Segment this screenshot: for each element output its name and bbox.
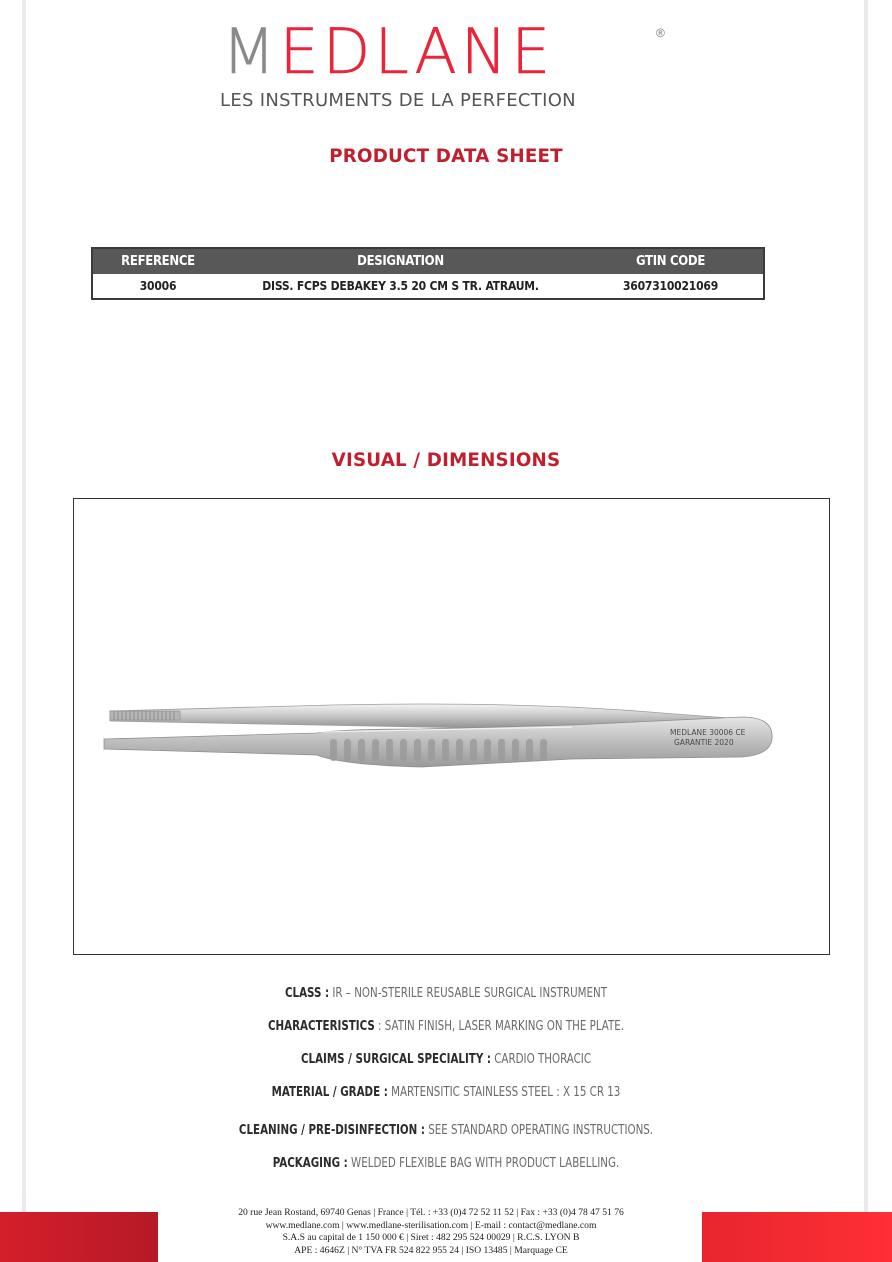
logo-wordmark <box>222 15 652 88</box>
page-frame-left <box>22 0 26 1215</box>
header-gtin: GTIN CODE <box>578 248 764 274</box>
cell-gtin: 3607310021069 <box>622 279 719 293</box>
spec-material: MATERIAL / GRADE : MARTENSITIC STAINLESS STEEL : X 15 CR 13 <box>271 1085 621 1100</box>
medlane-logo <box>220 15 672 112</box>
spec-cleaning: CLEANING / PRE-DISINFECTION : SEE STANDARD OPERATING INSTRUCTIONS. <box>238 1123 654 1138</box>
page-frame-right <box>864 0 868 1215</box>
instrument-marking-line1: MEDLANE 30006 CE <box>670 728 746 737</box>
instrument-marking-line2: GARANTIE 2020 <box>674 738 734 747</box>
registered-mark: ® <box>656 26 665 40</box>
product-data-sheet-title: PRODUCT DATA SHEET <box>329 145 563 167</box>
reference-table <box>91 247 765 300</box>
table-header-row <box>92 248 764 274</box>
footer-registration: APE : 4646Z | N° TVA FR 524 822 955 24 | ISO 13485 | Marquage CE <box>294 1244 568 1256</box>
company-footer <box>160 1207 702 1257</box>
footer-red-bar-left <box>0 1212 158 1262</box>
footer-company: S.A.S au capital de 1 150 000 € | Siret : 482 295 524 00029 | R.C.S. LYON B <box>282 1232 580 1244</box>
product-visual-box <box>73 498 830 955</box>
logo-letters: EDLANE <box>279 15 555 88</box>
header-designation: DESIGNATION <box>223 248 578 274</box>
visual-dimensions-title: VISUAL / DIMENSIONS <box>331 449 561 471</box>
header-reference: REFERENCE <box>92 248 223 274</box>
cell-reference: 30006 <box>139 279 177 293</box>
footer-web: www.medlane.com | www.medlane-sterilisation.com | E-mail : contact@medlane.com <box>265 1219 597 1231</box>
table-row <box>92 274 764 299</box>
footer-red-bar-right <box>702 1212 892 1262</box>
cell-designation: DISS. FCPS DEBAKEY 3.5 20 CM S TR. ATRAUM. <box>262 279 539 293</box>
logo-tagline: LES INSTRUMENTS DE LA PERFECTION <box>220 90 576 111</box>
footer-address: 20 rue Jean Rostand, 69740 Genas | France | Tél. : +33 (0)4 72 52 11 52 | Fax : +33 (0)4 78 47 51 76 <box>238 1207 624 1218</box>
spec-claims: CLAIMS / SURGICAL SPECIALITY : CARDIO THORACIC <box>300 1052 592 1067</box>
forceps-image <box>102 699 802 789</box>
logo-letter-m: M <box>222 15 280 88</box>
spec-packaging: PACKAGING : WELDED FLEXIBLE BAG WITH PRODUCT LABELLING. <box>272 1156 620 1171</box>
spec-class: CLASS : IR – NON-STERILE REUSABLE SURGICAL INSTRUMENT <box>284 986 608 1001</box>
spec-characteristics: CHARACTERISTICS : SATIN FINISH, LASER MARKING ON THE PLATE. <box>267 1019 625 1034</box>
